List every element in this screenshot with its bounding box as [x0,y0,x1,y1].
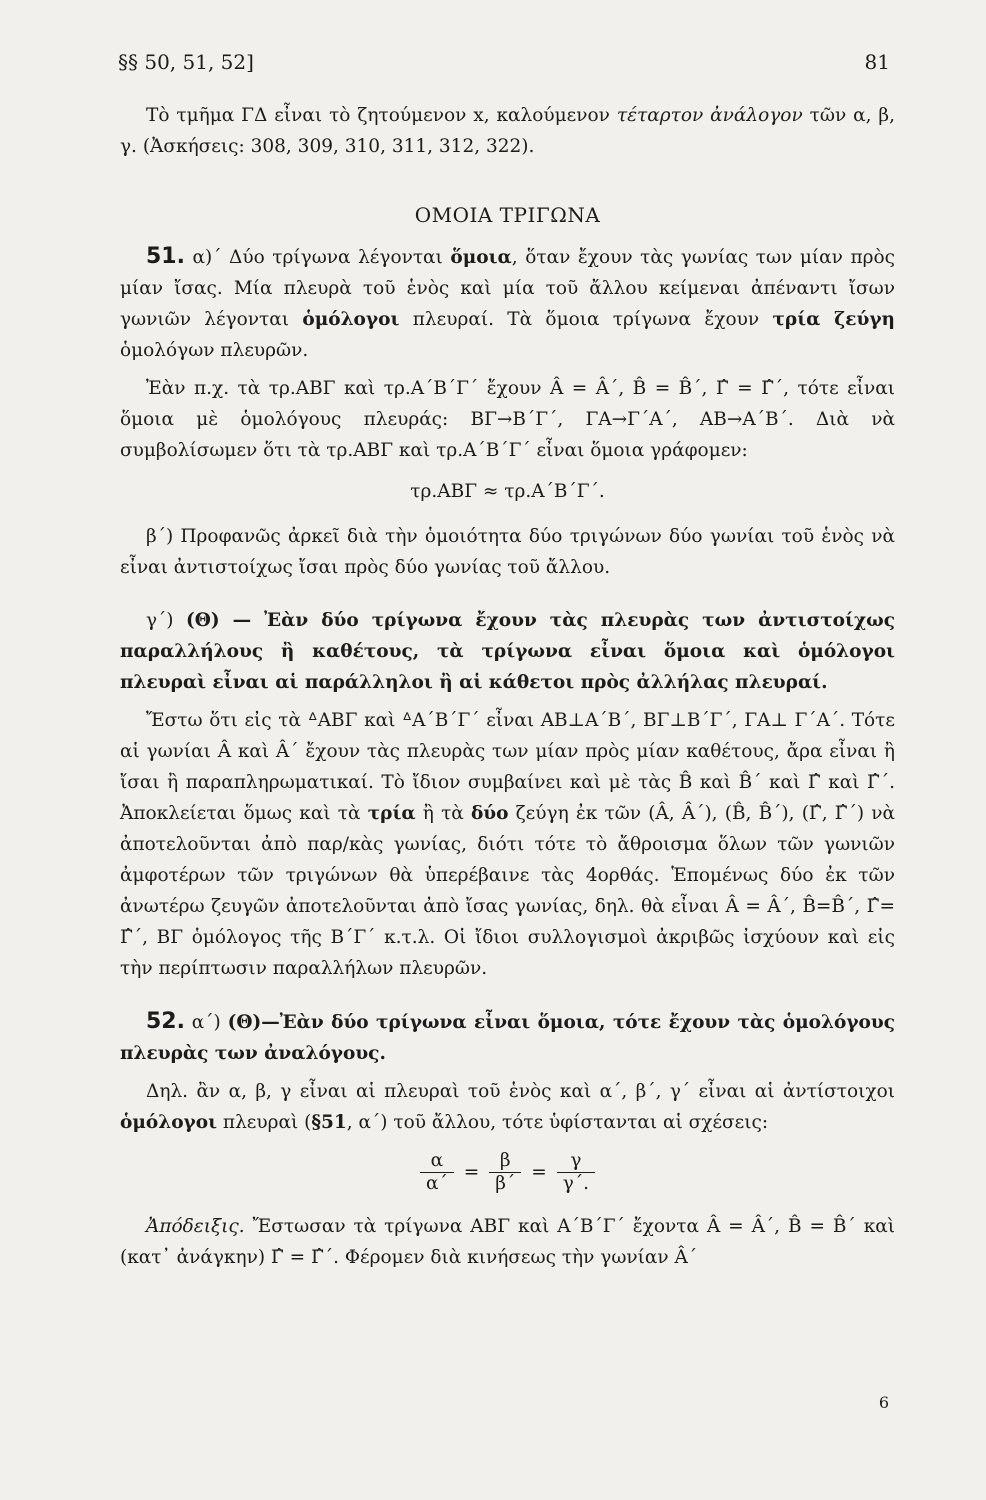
s52-proof: Ἀπόδειξις. Ἔστωσαν τὰ τρίγωνα ΑΒΓ καὶ Α΄Β΄Γ΄ ἔχοντα Â = Â΄, B̂ = B̂΄ καὶ (κατ᾽ ἀνάγκην) Γ̂ = Γ̂΄. Φέρομεν διὰ κινήσεως τὴν γωνίαν Â΄ [120,1216,895,1268]
s51-c-theorem: γ΄) (Θ) — Ἐὰν δύο τρίγωνα ἔχουν τὰς πλευρὰς των ἀντιστοίχως παραλλήλους ἢ καθέτους, τὰ τρίγωνα εἶναι ὅμοια καὶ ὁμόλογοι πλευραὶ εἶναι αἱ παράλληλοι ἢ αἱ κάθετοι πρὸς ἀλλήλας πλευραί. [120,610,895,693]
running-header-sections: §§ 50, 51, 52] [118,50,254,74]
s51-b-paragraph: β΄) Προφανῶς ἀρκεῖ διὰ τὴν ὁμοιότητα δύο τριγώνων δύο γωνίαι τοῦ ἑνὸς νὰ εἶναι ἀντιστοίχως ἴσαι πρὸς δύο γωνίας τοῦ ἄλλου. [120,526,895,578]
page-body [120,100,895,1280]
page-number: 81 [864,50,890,74]
signature-mark: 6 [878,1393,889,1412]
fraction-beta: $\frac{\beta}{\beta΄}$ [489,1150,521,1195]
similarity-relation: τρ.ΑΒΓ ≈ τρ.Α΄Β΄Γ΄. [410,481,605,502]
s51-a-paragraph: 51. α)΄ Δύο τρίγωνα λέγονται ὅμοια, ὅταν ἔχουν τὰς γωνίας των μίαν πρὸς μίαν ἴσας. Μία πλευρὰ τοῦ ἑνὸς καὶ μία τοῦ ἄλλου κείμεναι ἀπέναντι ἴσων γωνιῶν λέγονται ὁμόλογοι πλευραί. Τὰ ὅμοια τρίγωνα ἔχουν τρία ζεύγη ὁμολόγων πλευρῶν. [120,244,895,361]
proof-label: Ἀπόδειξις. [146,1216,245,1237]
equals-sign: = [531,1162,547,1183]
equals-sign: = [463,1162,480,1183]
fourth-proportional-term: τέταρτον ἀνάλογον [616,105,803,126]
s51-c-proof: Ἔστω ὅτι εἰς τὰ ᐞΑΒΓ καὶ ᐞΑ΄Β΄Γ΄ εἶναι ΑΒ⊥Α΄Β΄, ΒΓ⊥Β΄Γ΄, ΓΑ⊥ Γ΄Α΄. Τότε αἱ γωνίαι Â καὶ Â΄ ἔχουν τὰς πλευρὰς των μίαν πρὸς μίαν καθέτους, ἄρα εἶναι ἢ ἴσαι ἢ παραπληρωματικαί. Τὸ ἴδιον συμβαίνει καὶ μὲ τὰς B̂ καὶ B̂΄ καὶ Γ̂ καὶ Γ̂΄. Ἀποκλείεται ὅμως καὶ τὰ τρία ἢ τὰ δύο ζεύγη ἐκ τῶν (Â, Â΄), (B̂, B̂΄), (Γ̂, Γ̂΄) νὰ ἀποτελοῦνται ἀπὸ παρ/κὰς γωνίας, διότι τότε τὸ ἄθροισμα ὅλων τῶν γωνιῶν ἀμφοτέρων τῶν τριγώνων θὰ ὑπερέβαινε τὰς 4ορθάς. Ἑπομένως δύο ἐκ τῶν ἀνωτέρω ζευγῶν ἀποτελοῦνται ἀπὸ ἴσας γωνίας, δηλ. θὰ εἶναι Â = Â΄, B̂=B̂΄, Γ̂= Γ̂΄, ΒΓ ὁμόλογος τῆς Β΄Γ΄ κ.τ.λ. Οἱ ἴδιοι συλλογισμοὶ ἀκριβῶς ἰσχύουν καὶ εἰς τὴν περίπτωσιν παραλλήλων πλευρῶν. [120,710,896,979]
proportion-formula [120,1150,895,1195]
s51-example-paragraph: Ἐὰν π.χ. τὰ τρ.ΑΒΓ καὶ τρ.Α΄Β΄Γ΄ ἔχουν Â = Â΄, B̂ = B̂΄, Γ̂ = Γ̂΄, τότε εἶναι ὅμοια μὲ ὁμολόγους πλευράς: ΒΓ→Β΄Γ΄, ΓΑ→Γ΄Α΄, ΑΒ→Α΄Β΄. Διὰ νὰ συμβολίσωμεν ὅτι τὰ τρ.ΑΒΓ καὶ τρ.Α΄Β΄Γ΄ εἶναι ὅμοια γράφομεν: [120,378,895,461]
intro-paragraph: Τὸ τμῆμα ΓΔ εἶναι τὸ ζητούμενον x, καλούμενον τέταρτον ἀνάλογον τῶν α, β, γ. (Ἀσκήσεις: 308, 309, 310, 311, 312, 322). [120,105,895,157]
section-number-52: 52. [146,1009,185,1034]
section-number-51: 51. [146,244,185,269]
s52-a-theorem: 52. α΄) (Θ)—Ἐὰν δύο τρίγωνα εἶναι ὅμοια, τότε ἔχουν τὰς ὁμολόγους πλευρὰς των ἀναλόγους. [120,1009,895,1064]
s52-a-explanation: Δηλ. ἂν α, β, γ εἶναι αἱ πλευραὶ τοῦ ἑνὸς καὶ α΄, β΄, γ΄ εἶναι αἱ ἀντίστοιχοι ὁμόλογοι πλευραὶ (§51, α΄) τοῦ ἄλλου, τότε ὑφίστανται αἱ σχέσεις: [120,1081,895,1133]
fraction-gamma: $\frac{\gamma}{\gamma΄.}$ [557,1150,595,1195]
fraction-alpha: $\frac{\alpha}{\alpha΄}$ [420,1150,454,1195]
section-heading: ΟΜΟΙΑ ΤΡΙΓΩΝΑ [414,203,601,227]
